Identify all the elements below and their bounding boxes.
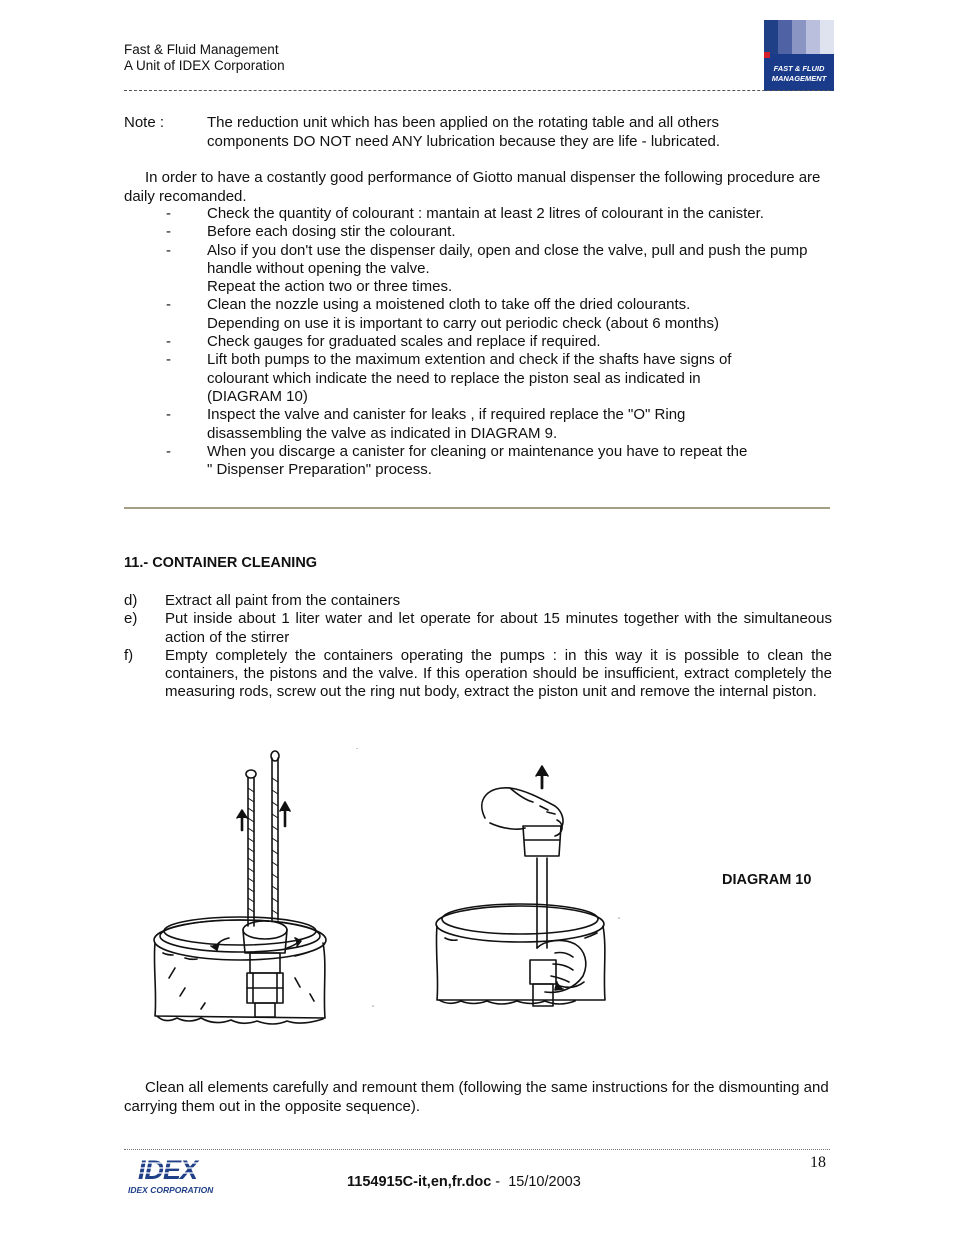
step-text: Put inside about 1 liter water and let operate for about 15 minutes together with the simultaneous action of the stirrer: [165, 610, 832, 646]
step-letter: e): [124, 610, 138, 628]
company-parent: A Unit of IDEX Corporation: [124, 58, 285, 73]
closing-paragraph: Clean all elements carefully and remount them (following the same instructions for the dismounting and carrying them out in the opposite sequence).: [124, 1079, 829, 1115]
right-figure: [436, 766, 605, 1006]
step-text: Empty completely the containers operating the pumps : in this way it is possible to clean the containers, the pistons and the valve. If this operation should be insufficient, extract completely the measuring rods, screw out the ring nut body, extract the piston unit and remove the internal piston.: [165, 646, 832, 701]
maintenance-item: [124, 333, 834, 351]
maintenance-item-line: " Dispenser Preparation" process.: [207, 461, 432, 479]
maintenance-item-line: Depending on use it is important to carry out periodic check (about 6 months): [207, 314, 719, 332]
footer-divider: [124, 1149, 830, 1151]
doc-filename: 1154915C-it,en,fr.doc: [347, 1174, 492, 1190]
maintenance-item-line: Check the quantity of colourant : mantain at least 2 litres of colourant in the canister.: [207, 205, 764, 222]
maintenance-item-line: handle without opening the valve.: [207, 259, 430, 277]
maintenance-item-line: Lift both pumps to the maximum extention and check if the shafts have signs of: [207, 351, 732, 369]
header-divider: [124, 90, 830, 92]
maintenance-item: [124, 406, 834, 443]
header-company: [124, 42, 285, 74]
section-rule: [124, 507, 830, 509]
maintenance-item: [124, 351, 834, 406]
diagram-label: DIAGRAM 10: [722, 872, 812, 888]
doc-date: 15/10/2003: [508, 1174, 581, 1190]
intro-paragraph: In order to have a costantly good performance of Giotto manual dispenser the following procedure are daily recomanded.: [124, 169, 821, 205]
maintenance-item: [124, 205, 834, 223]
maintenance-item-line: (DIAGRAM 10): [207, 387, 308, 405]
page-number: 18: [810, 1154, 826, 1171]
left-figure: [154, 751, 326, 1024]
maintenance-item-line: Repeat the action two or three times.: [207, 278, 453, 296]
maintenance-item: [124, 223, 834, 241]
logo-text-2: MANAGEMENT: [771, 74, 827, 83]
list-dash: -: [166, 241, 171, 259]
maintenance-item: [124, 242, 834, 297]
cleaning-step: [124, 592, 832, 610]
list-dash: -: [166, 296, 171, 314]
idex-logo: [124, 1155, 234, 1197]
maintenance-item-line: Before each dosing stir the colourant.: [207, 223, 456, 241]
document-name: [347, 1174, 581, 1190]
maintenance-list: [124, 205, 834, 479]
maintenance-item-line: When you discarge a canister for cleaning or maintenance you have to repeat the: [207, 442, 748, 460]
note-line: The reduction unit which has been applied on the rotating table and all others: [207, 114, 720, 131]
idex-logo-text: IDEX: [138, 1155, 198, 1185]
fast-fluid-logo: [764, 20, 834, 91]
maintenance-item-line: disassembling the valve as indicated in DIAGRAM 9.: [207, 424, 558, 442]
list-dash: -: [166, 205, 171, 222]
list-dash: -: [166, 351, 171, 369]
cleaning-step: [124, 610, 832, 647]
maintenance-item-line: Check gauges for graduated scales and replace if required.: [207, 333, 601, 351]
note-text: [207, 114, 827, 151]
maintenance-item-line: colourant which indicate the need to replace the piston seal as indicated in: [207, 369, 701, 387]
maintenance-item: [124, 443, 834, 480]
company-name: Fast & Fluid Management: [124, 42, 279, 57]
maintenance-item-line: Also if you don't use the dispenser daily, open and close the valve, pull and push the pump: [207, 241, 808, 259]
idex-logo-sub: IDEX CORPORATION: [128, 1185, 214, 1195]
list-dash: -: [166, 223, 171, 241]
list-dash: -: [166, 333, 171, 351]
logo-text-1: FAST & FLUID: [773, 64, 825, 73]
cleaning-step: [124, 647, 832, 702]
maintenance-item-line: Inspect the valve and canister for leaks , if required replace the "O" Ring: [207, 406, 686, 424]
doc-separator: -: [491, 1174, 509, 1190]
cleaning-steps: [124, 592, 832, 702]
diagram-10-illustration: [145, 748, 625, 1048]
note-label: Note :: [124, 114, 165, 131]
step-letter: f): [124, 646, 134, 664]
step-letter: d): [124, 592, 138, 609]
maintenance-item-line: Clean the nozzle using a moistened cloth to take off the dried colourants.: [207, 296, 691, 314]
maintenance-item: [124, 296, 834, 333]
section-title: 11.- CONTAINER CLEANING: [124, 555, 318, 571]
list-dash: -: [166, 442, 171, 460]
list-dash: -: [166, 406, 171, 424]
step-text: Extract all paint from the containers: [165, 592, 401, 609]
note-line: components DO NOT need ANY lubrication because they are life - lubricated.: [207, 132, 721, 150]
